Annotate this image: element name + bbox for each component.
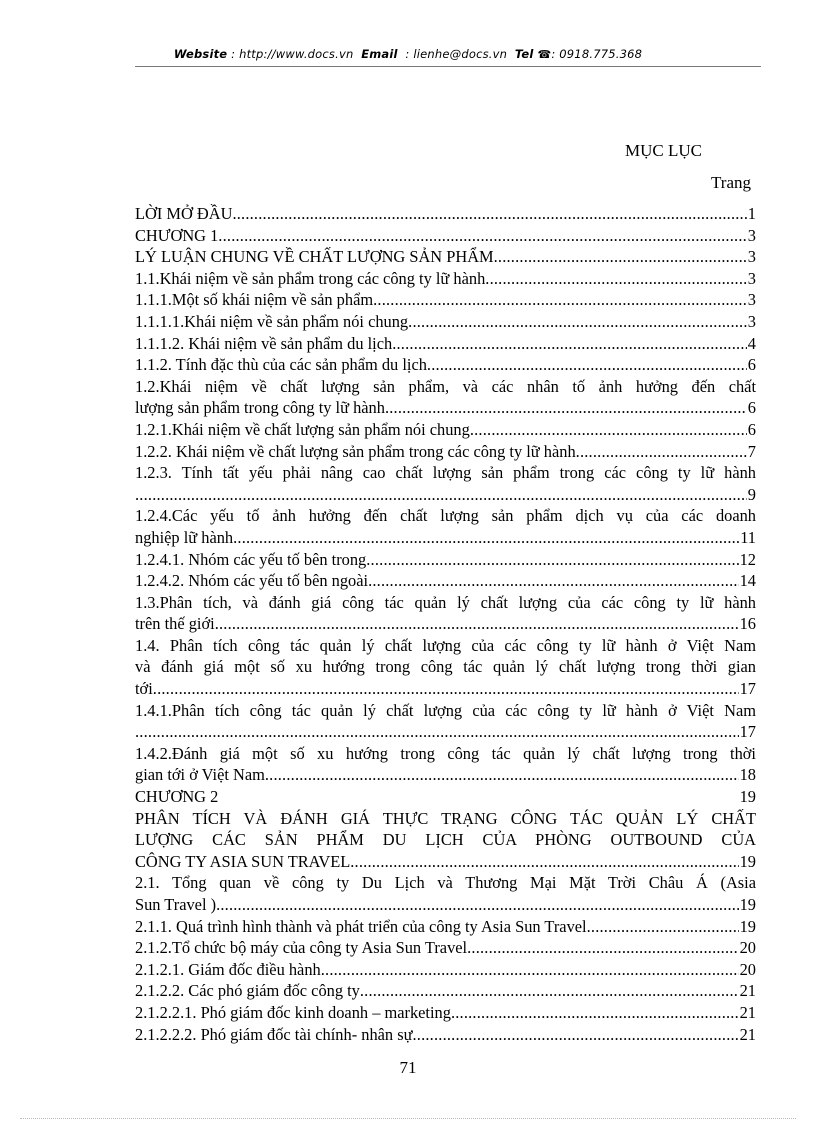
toc-entry-text: LÝ LUẬN CHUNG VỀ CHẤT LƯỢNG SẢN PHẨM [135, 247, 494, 267]
toc-entry-text: trên thế giới [135, 614, 215, 634]
toc-entry[interactable] [135, 203, 756, 225]
page-number: 71 [399, 1058, 417, 1077]
toc-entry-page: 19 [739, 895, 756, 914]
toc-leader-dots [470, 419, 747, 441]
toc-entry-text: CHƯƠNG 1 [135, 225, 219, 245]
toc-entry[interactable] [135, 376, 756, 419]
toc-leader-dots [576, 441, 747, 463]
toc-entry-page: 19 [739, 916, 756, 936]
toc-entry[interactable] [135, 246, 756, 268]
tel-label: Tel [514, 47, 534, 61]
toc-leader-dots [373, 289, 747, 311]
toc-entry-text: 2.1.1. Quá trình hình thành và phát triển của công ty Asia Sun Travel [135, 916, 587, 936]
toc-entry-text: 1.2.2. Khái niệm về chất lượng sản phẩm trong các công ty lữ hành [135, 441, 576, 461]
toc-leader-dots [216, 894, 739, 916]
page-title: MỤC LỤC [625, 141, 702, 160]
toc-entry[interactable] [135, 872, 756, 915]
bottom-divider [20, 1118, 796, 1119]
toc-entry-text: 2.1.2.2. Các phó giám đốc công ty [135, 981, 360, 1001]
toc-leader-dots [135, 484, 747, 506]
toc-entry-page: 17 [739, 722, 756, 742]
toc-entry-page: 21 [739, 1002, 756, 1022]
toc-leader-dots [408, 311, 747, 333]
toc-entry-page: 3 [747, 225, 756, 245]
toc-entry-page: 3 [747, 268, 756, 288]
toc-entry[interactable] [135, 289, 756, 311]
toc-entry-text: 1.2.4.1. Nhóm các yếu tố bên trong [135, 549, 367, 569]
toc-entry[interactable] [135, 419, 756, 441]
page-header [0, 47, 816, 61]
toc-entry-page: 6 [747, 355, 756, 375]
toc-entry-page: 17 [739, 679, 756, 699]
toc-entry-text: CÔNG TY ASIA SUN TRAVEL [135, 851, 351, 871]
toc-entry-page: 21 [739, 981, 756, 1001]
toc-entry-text-line: và đánh giá một số xu hướng trong công tác quản lý chất lượng trong thời gian [135, 657, 756, 677]
toc-entry-text: tới [135, 679, 153, 699]
toc-entry[interactable] [135, 570, 756, 592]
email-value: : lienhe@docs.vn [405, 47, 508, 61]
toc-entry-text: LỜI MỞ ĐẦU [135, 204, 233, 223]
website-value: : http://www.docs.vn [231, 47, 354, 61]
toc-leader-dots [427, 354, 747, 376]
toc-entry-text-line: 2.1. Tổng quan về công ty Du Lịch và Thương Mại Mặt Trời Châu Á (Asia [135, 873, 756, 893]
toc-entry-page: 6 [747, 419, 756, 439]
toc-leader-dots [368, 570, 739, 592]
toc-entry-text: 1.2.4.2. Nhóm các yếu tố bên ngoài [135, 571, 369, 591]
tel-value: : 0918.775.368 [551, 47, 643, 61]
toc-entry-text: 1.2.1.Khái niệm về chất lượng sản phẩm nói chung [135, 419, 470, 439]
toc-entry[interactable] [135, 505, 756, 548]
toc-entry-page: 3 [747, 311, 756, 331]
toc-entry-text-line: LƯỢNG CÁC SẢN PHẨM DU LỊCH CỦA PHÒNG OUTBOUND CỦA [135, 830, 756, 850]
toc-entry-page: 19 [739, 787, 756, 807]
email-label: Email [361, 47, 398, 61]
toc-entry[interactable] [135, 1002, 756, 1024]
header-divider [135, 66, 761, 67]
toc-entry-text: nghiệp lữ hành [135, 527, 234, 547]
toc-entry-page: 9 [747, 484, 756, 504]
toc-entry-page: 4 [747, 333, 756, 353]
toc-entry-text: 2.1.2.Tổ chức bộ máy của công ty Asia Sun Travel [135, 938, 468, 958]
toc-entry[interactable] [135, 592, 756, 635]
toc-entry-text: 1.1.1.1.Khái niệm về sản phẩm nói chung [135, 311, 409, 331]
toc-entry[interactable] [135, 786, 756, 808]
toc-entry[interactable] [135, 937, 756, 959]
toc-entry-page: 16 [739, 614, 756, 634]
toc-leader-dots [321, 959, 739, 981]
toc-leader-dots [135, 721, 739, 743]
toc-leader-dots [215, 613, 739, 635]
toc-entry-text-line: 1.2.4.Các yếu tố ảnh hưởng đến chất lượng sản phẩm dịch vụ của các doanh [135, 506, 756, 526]
toc-entry[interactable] [135, 462, 756, 505]
toc-leader-dots [587, 916, 739, 938]
toc-entry[interactable] [135, 635, 756, 700]
toc-entry-text-line: 1.3.Phân tích, và đánh giá công tác quản lý chất lượng của các công ty lữ hành [135, 592, 756, 612]
toc-leader-dots [412, 1024, 738, 1046]
toc-leader-dots [451, 1002, 739, 1024]
toc-entry-text: 2.1.2.2.1. Phó giám đốc kinh doanh – marketing [135, 1002, 451, 1022]
toc-entry-page: 21 [739, 1024, 756, 1044]
toc-entry-page: 20 [739, 938, 756, 958]
toc-entry[interactable] [135, 268, 756, 290]
toc-leader-dots [265, 764, 739, 786]
toc-entry-text: 1.1.1.2. Khái niệm về sản phẩm du lịch [135, 333, 393, 353]
toc-entry[interactable] [135, 959, 756, 981]
toc-entry-page: 14 [739, 571, 756, 591]
toc-entry-text-line: 1.2.Khái niệm về chất lượng sản phẩm, và các nhân tố ảnh hưởng đến chất [135, 376, 756, 396]
toc-leader-dots [350, 851, 738, 873]
toc-entry-text-line: 1.4.2.Đánh giá một số xu hướng trong công tác quản lý chất lượng trong thời [135, 743, 756, 763]
toc-leader-dots [233, 527, 739, 549]
toc-leader-dots [153, 678, 739, 700]
toc-leader-dots [494, 246, 747, 268]
toc-entry-page: 3 [747, 247, 756, 267]
table-of-contents [135, 203, 756, 1045]
toc-leader-dots [392, 333, 747, 355]
toc-leader-dots [485, 268, 747, 290]
toc-entry-text: 1.1.Khái niệm về sản phẩm trong các công ty lữ hành [135, 268, 486, 288]
toc-entry[interactable] [135, 808, 756, 873]
phone-icon: ☎ [537, 48, 552, 61]
toc-entry-text: Sun Travel ) [135, 895, 217, 914]
toc-entry-page: 12 [739, 549, 756, 569]
toc-entry[interactable] [135, 743, 756, 786]
toc-leader-dots [385, 397, 747, 419]
toc-entry-text: lượng sản phẩm trong công ty lữ hành [135, 398, 385, 418]
toc-entry-page: 7 [747, 441, 756, 461]
toc-entry-text-line: 1.4. Phân tích công tác quản lý chất lượng của các công ty lữ hành ở Việt Nam [135, 635, 756, 655]
toc-entry-page: 18 [739, 765, 756, 785]
toc-entry-page: 3 [747, 290, 756, 310]
toc-entry-text: gian tới ở Việt Nam [135, 765, 265, 785]
page-column-label: Trang [711, 173, 751, 192]
toc-entry-text: 2.1.2.1. Giám đốc điều hành [135, 959, 321, 979]
website-label: Website [173, 47, 228, 61]
toc-leader-dots [360, 980, 739, 1002]
toc-entry-text: 1.1.2. Tính đặc thù của các sản phẩm du lịch [135, 355, 427, 375]
toc-leader-dots [366, 549, 738, 571]
toc-entry[interactable] [135, 980, 756, 1002]
toc-entry[interactable] [135, 354, 756, 376]
toc-leader-dots [218, 225, 747, 247]
toc-leader-dots [467, 937, 739, 959]
toc-entry[interactable] [135, 311, 756, 333]
toc-entry-text: 2.1.2.2.2. Phó giám đốc tài chính- nhân sự [135, 1024, 413, 1044]
toc-entry[interactable] [135, 1024, 756, 1046]
toc-entry[interactable] [135, 916, 756, 938]
toc-entry-page: 20 [739, 959, 756, 979]
toc-entry-text: CHƯƠNG 2 [135, 787, 219, 807]
toc-entry[interactable] [135, 441, 756, 463]
toc-entry[interactable] [135, 549, 756, 571]
toc-entry-page: 19 [739, 851, 756, 871]
toc-entry[interactable] [135, 333, 756, 355]
toc-entry-text-line: PHÂN TÍCH VÀ ĐÁNH GIÁ THỰC TRẠNG CÔNG TÁC QUẢN LÝ CHẤT [135, 808, 756, 828]
toc-entry-text-line: 1.2.3. Tính tất yếu phải nâng cao chất lượng sản phẩm trong các công ty lữ hành [135, 463, 756, 483]
toc-entry-page: 11 [740, 527, 756, 547]
toc-entry-page: 6 [747, 398, 756, 418]
toc-entry-page: 1 [747, 204, 756, 223]
toc-leader-dots [232, 203, 746, 225]
toc-entry-text-line: 1.4.1.Phân tích công tác quản lý chất lượng của các công ty lữ hành ở Việt Nam [135, 700, 756, 720]
toc-entry-text: 1.1.1.Một số khái niệm về sản phẩm [135, 290, 374, 310]
toc-entry[interactable] [135, 700, 756, 743]
toc-entry[interactable] [135, 225, 756, 247]
